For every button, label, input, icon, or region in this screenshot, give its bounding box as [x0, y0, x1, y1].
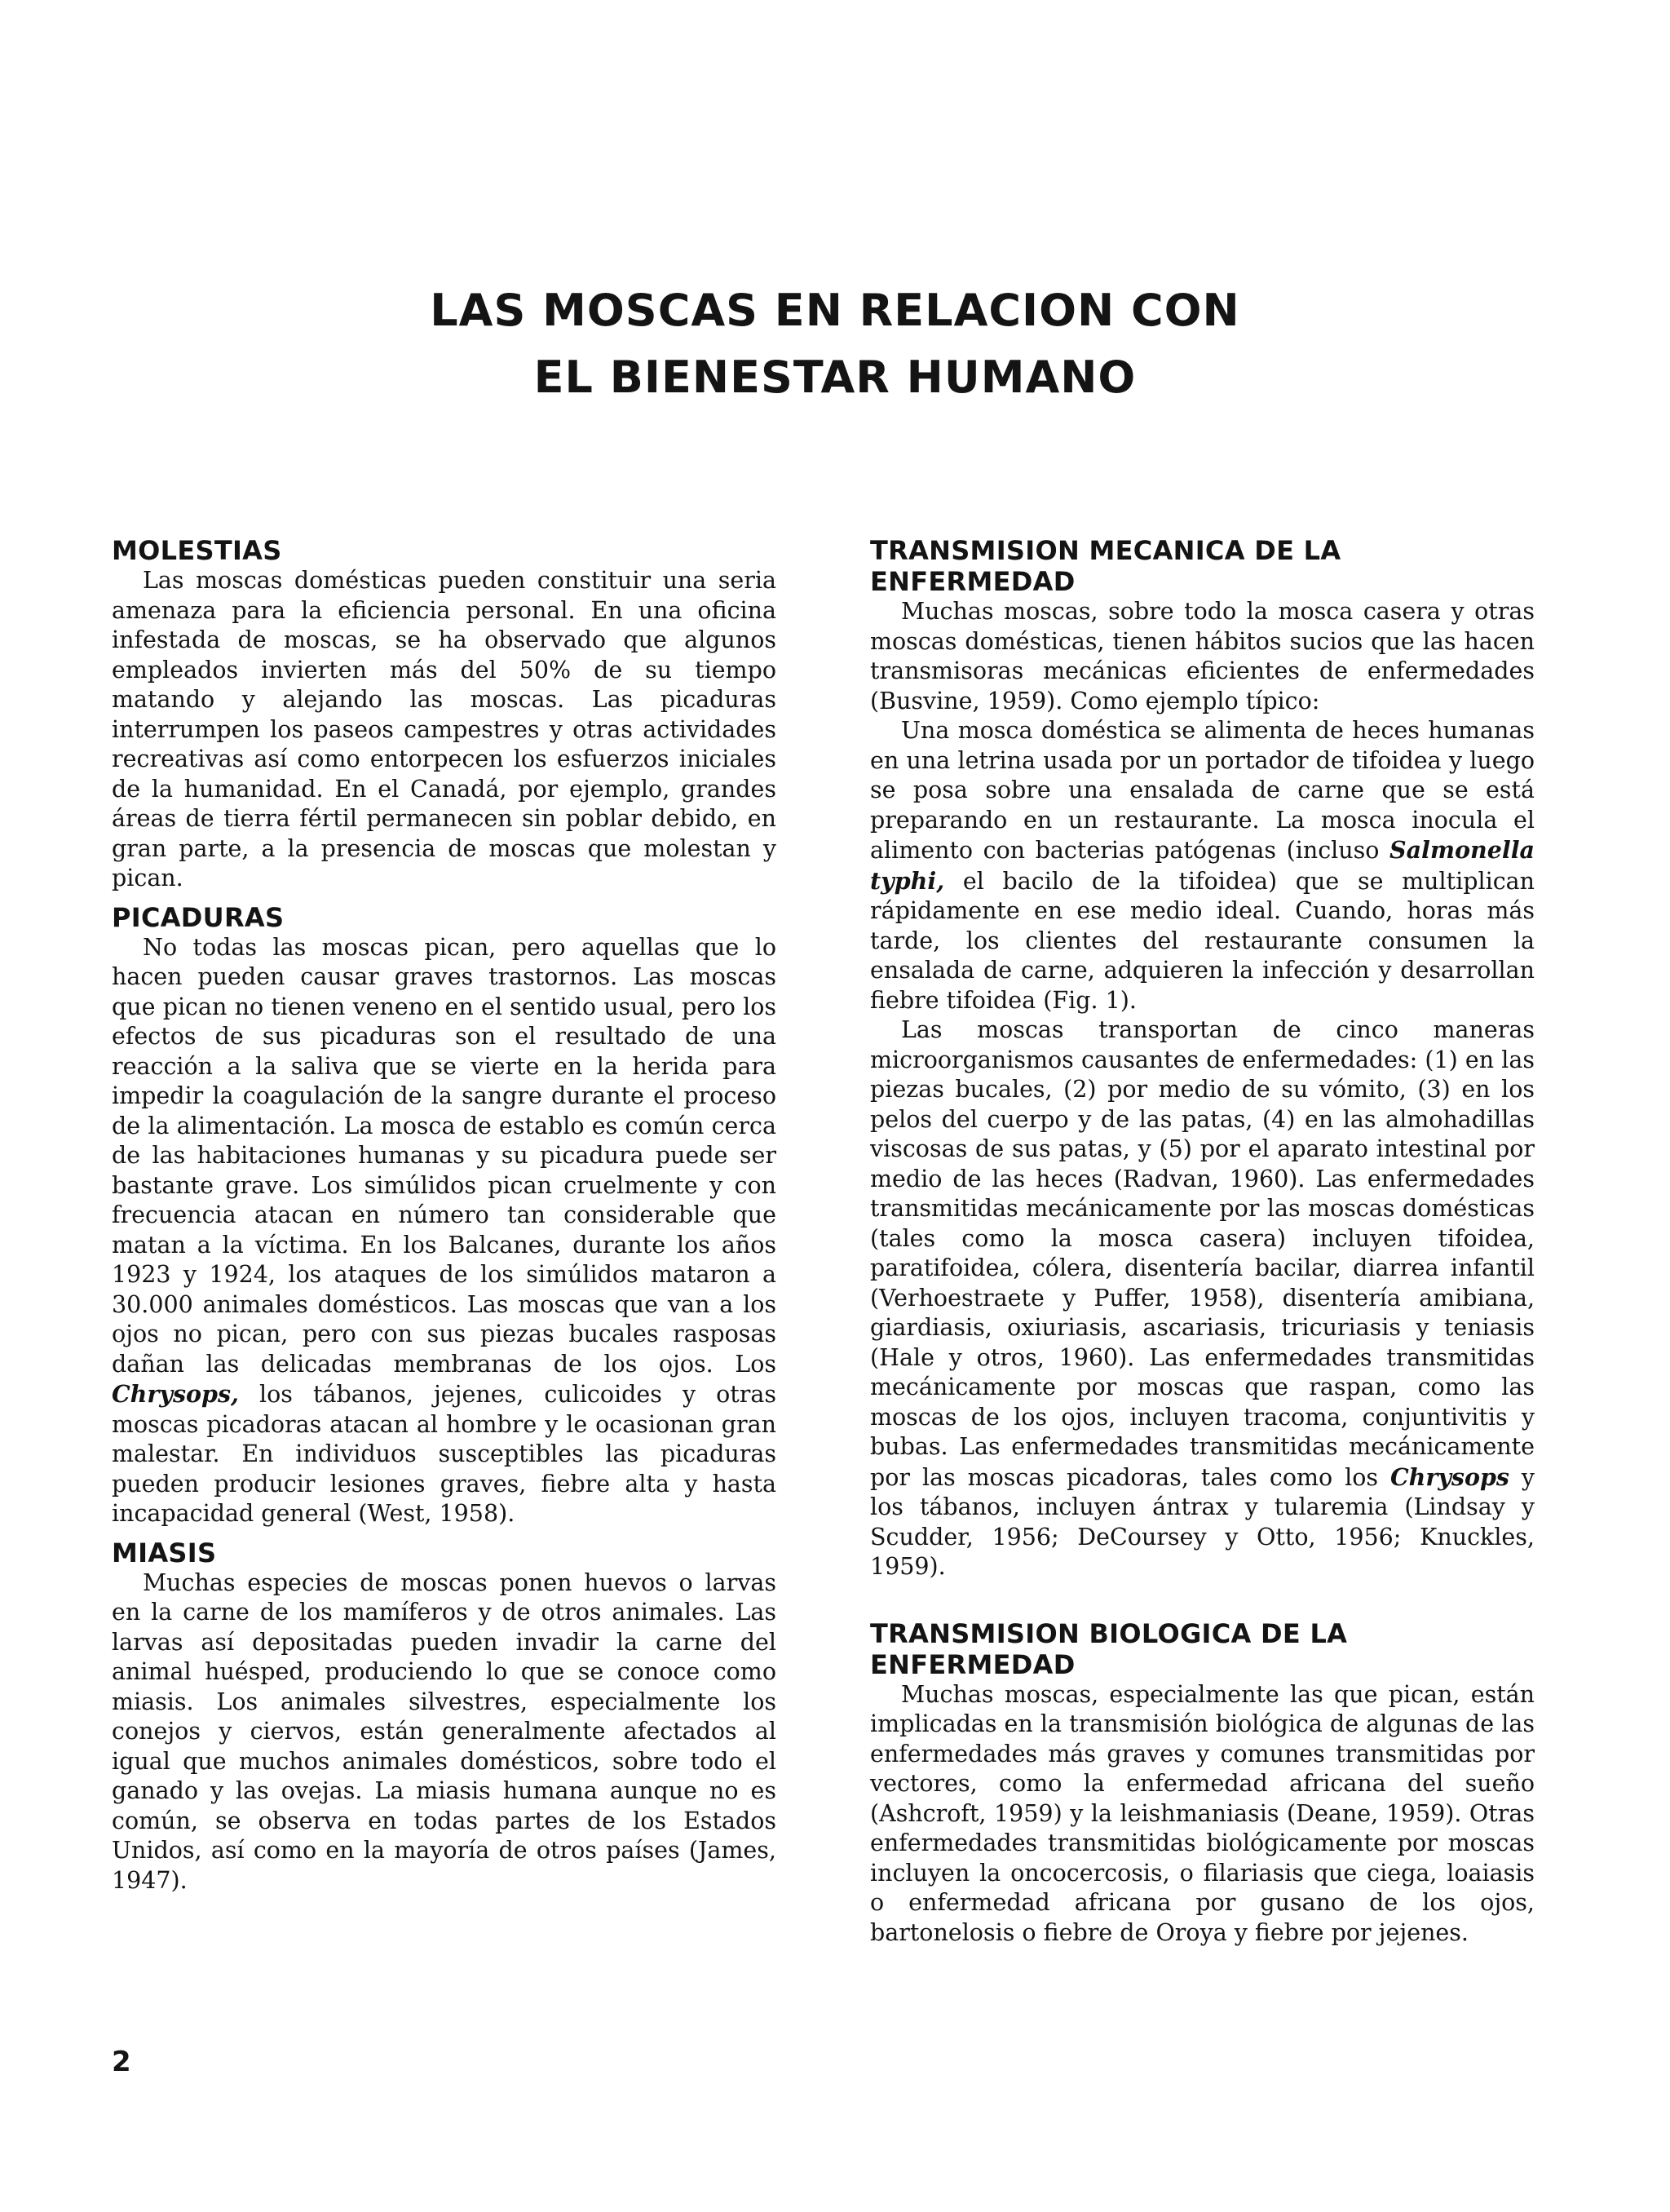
right-column — [870, 535, 1535, 1948]
paragraph-text: los tábanos, jejenes, culicoides y otras moscas picadoras atacan al hombre y le ocasionan gran malestar. En individuos susceptibles las picaduras pueden producir lesiones graves, fiebre alta y hasta incapacidad general (West, 1958). — [112, 1381, 776, 1527]
heading-transmision-biologica: TRANSMISION BIOLOGICA DE LA ENFERMEDAD — [870, 1617, 1348, 1680]
paragraph: Muchas moscas, especialmente las que pican, están implicadas en la transmisión biológica de algunas de las enfermedades más graves y comunes transmitidas por vectores, como la enfermedad africana del sueño (Ashcroft, 1959) y la leishmaniasis (Deane, 1959). Otras enfermedades transmitidas biológicamente por moscas incluyen la oncocercosis, o filariasis que ciega, loaiasis o enfermedad africana por gusano de los ojos, bartonelosis o fiebre de Oroya y fiebre por jejenes. — [870, 1680, 1535, 1946]
section-transmision-biologica — [870, 1618, 1535, 1949]
paragraph-text: No todas las moscas pican, pero aquellas que lo hacen pueden causar graves trastornos. Las moscas que pican no tienen veneno en el sentido usual, pero los efectos de sus picaduras son el resultado de una reacción a la saliva que se vierte en la herida para impedir la coagulación de la sangre durante el proceso de la alimentación. La mosca de establo es común cerca de las habitaciones humanas y su picadura puede ser bastante grave. Los simúlidos pican cruelmente y con frecuencia atacan en número tan considerable que matan a la víctima. En los Balcanes, durante los años 1923 y 1924, los ataques de los simúlidos mataron a 30.000 animales domésticos. Las moscas que van a los ojos no pican, pero con sus piezas bucales rasposas dañan las delicadas membranas de los ojos. Los — [112, 933, 776, 1378]
title-line-2: EL BIENESTAR HUMANO — [533, 352, 1137, 403]
paragraph-text: Las moscas transportan de cinco maneras microorganismos causantes de enfermedades: (1) en las piezas bucales, (2) por medio de su vómito, (3) en los pelos del cuerpo y de las patas, (4) en las almohadillas viscosas de sus patas, y (5) por el aparato intestinal por medio de las heces (Radvan, 1960). Las enfermedades transmitidas mecánicamente por las moscas domésticas (tales como la mosca casera) incluyen tifoidea, paratifoidea, cólera, disentería bacilar, diarrea infantil (Verhoestraete y Puffer, 1958), disentería amibiana, giardiasis, oxiuriasis, ascariasis, tricuriasis y teniasis (Hale y otros, 1960). Las enfermedades transmitidas mecánicamente por moscas que raspan, como las moscas de los ojos, incluyen tracoma, conjuntivitis y bubas. Las enfermedades transmitidas mecánicamente por las moscas picadoras, tales como los — [870, 1016, 1535, 1491]
paragraph-text: el bacilo de la tifoidea) que se multiplican rápidamente en ese medio ideal. Cuando, horas más tarde, los clientes del restaurante consumen la ensalada de carne, adquieren la infección y desarrollan fiebre tifoidea (Fig. 1). — [870, 867, 1535, 1014]
paragraph — [112, 933, 776, 1529]
paragraph-text: y los tábanos, incluyen ántrax y tularemia (Lindsay y Scudder, 1956; DeCoursey y Otto, 1956; Knuckles, 1959). — [870, 1463, 1535, 1580]
paragraph: Muchas moscas, sobre todo la mosca casera y otras moscas domésticas, tienen hábitos sucios que las hacen transmisoras mecánicas eficientes de enfermedades (Busvine, 1959). Como ejemplo típico: — [870, 598, 1535, 714]
paragraph-text: Una mosca doméstica se alimenta de heces humanas en una letrina usada por un portador de tifoidea y luego se posa sobre una ensalada de carne que se está preparando en un restaurante. La mosca inocula el alimento con bacterias patógenas (incluso — [870, 717, 1535, 864]
species-name: Chrysops — [1389, 1462, 1509, 1491]
species-name: Chrysops, — [112, 1380, 239, 1408]
paragraph-example — [870, 716, 1535, 1015]
left-column — [112, 535, 776, 1896]
heading-picaduras: PICADURAS — [112, 901, 285, 933]
title-line-1: LAS MOSCAS EN RELACION CON — [430, 285, 1240, 336]
page-title — [0, 277, 1670, 411]
section-molestias — [112, 535, 776, 894]
section-picaduras — [112, 902, 776, 1529]
paragraph: Muchas especies de moscas ponen huevos o larvas en la carne de los mamíferos y de otros animales. Las larvas así depositadas pueden invadir la carne del animal huésped, produciendo lo que se conoce como miasis. Los animales silvestres, especialmente los conejos y ciervos, están generalmente afectados al igual que muchos animales domésticos, sobre todo el ganado y las ovejas. La miasis humana aunque no es común, se observa en todas partes de los Estados Unidos, así como en la mayoría de otros países (James, 1947). — [112, 1568, 776, 1894]
section-miasis — [112, 1537, 776, 1896]
page-number: 2 — [112, 2046, 131, 2078]
section-transmision-mecanica — [870, 535, 1535, 1582]
species-name: Salmonella typhi, — [870, 836, 1535, 895]
paragraph: Las moscas domésticas pueden constituir una seria amenaza para la eficiencia personal. En una oficina infestada de moscas, se ha observado que algunos empleados invierten más del 50% de su tiempo matando y alejando las moscas. Las picaduras interrumpen los paseos campestres y otras actividades recreativas así como entorpecen los esfuerzos iniciales de la humanidad. En el Canadá, por ejemplo, grandes áreas de tierra fértil permanecen sin poblar debido, en gran parte, a la presencia de moscas que molestan y pican. — [112, 567, 776, 891]
heading-molestias: MOLESTIAS — [112, 535, 282, 566]
paragraph — [870, 1015, 1535, 1582]
heading-transmision-mecanica: TRANSMISION MECANICA DE LA ENFERMEDAD — [870, 535, 1341, 597]
heading-miasis: MIASIS — [112, 1537, 217, 1568]
